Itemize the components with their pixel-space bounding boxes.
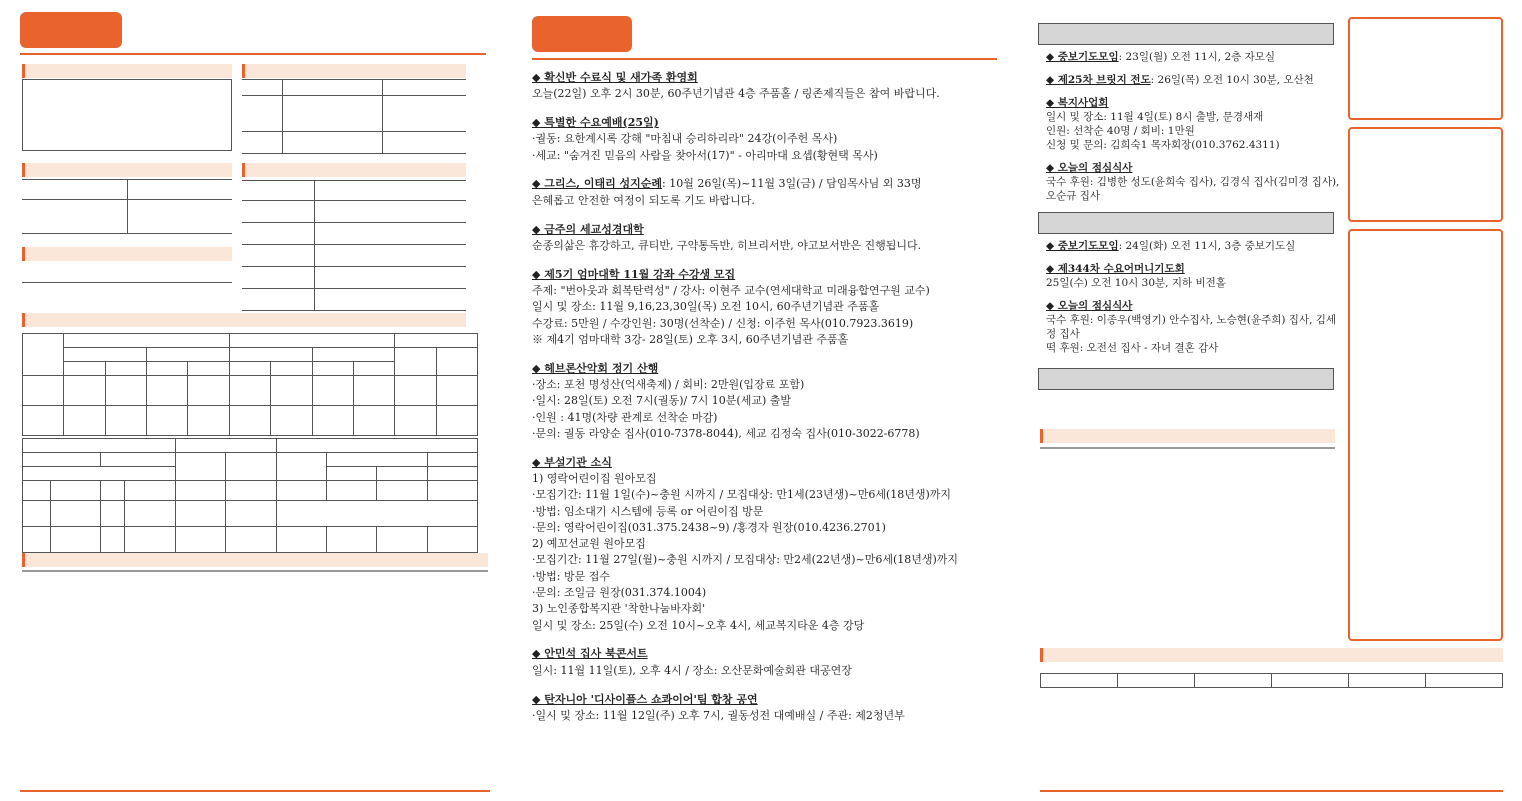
worship-label	[22, 313, 466, 327]
news-title	[1046, 239, 1346, 253]
news-title-text: ◆ 확신반 수료식 및 새가족 환영회	[532, 71, 698, 84]
news-title-rest: : 10월 26일(목)~11월 3일(금) / 담임목사님 외 33명	[662, 177, 922, 191]
footer-divider	[1040, 790, 1503, 792]
news-line: 25일(수) 오전 10시 30분, 지하 비전홀	[1046, 277, 1226, 289]
page03-badge	[532, 16, 632, 52]
news-item	[532, 222, 997, 255]
divider	[532, 58, 997, 60]
news-title-text: ◆ 금주의 세교성경대학	[532, 222, 644, 236]
news-title	[532, 176, 997, 192]
news-title-text: ◆ 제25차 브릿지 전도	[1046, 74, 1151, 86]
gwoldong-news-header	[1038, 23, 1334, 45]
news-line: ·방법: 임소대기 시스템에 등록 or 어린이집 방문	[532, 504, 764, 518]
news-title	[532, 361, 997, 377]
news-line: 국수 후원: 김병한 성도(윤희숙 집사), 김경식 집사(김미경 집사),	[1046, 176, 1340, 188]
news-title	[532, 70, 997, 86]
wed-table	[242, 79, 466, 154]
divider	[20, 53, 486, 55]
news-line: 떡 후원: 오전선 집사 - 자녀 결혼 감사	[1046, 342, 1219, 354]
service-label	[1040, 429, 1335, 443]
news-line: 정 집사	[1046, 328, 1080, 340]
news-item	[532, 70, 997, 103]
news-title-text: ◆ 중보기도모임	[1046, 240, 1119, 252]
news-item	[1046, 50, 1346, 64]
news-line: ·문의: 궐동 라양순 집사(010-7378-8044), 세교 김정숙 집사(010-3022-6778)	[532, 426, 920, 440]
news-title	[532, 115, 997, 131]
news-title-text: ◆ 복지사업회	[1046, 97, 1109, 109]
news-title-text: ◆ 헤브론산악회 정기 산행	[532, 361, 659, 375]
wed-label	[242, 64, 466, 78]
news-item	[1046, 299, 1346, 355]
news-line: 은혜롭고 안전한 여정이 되도록 기도 바랍니다.	[532, 193, 755, 207]
news-line: 수강료: 5만원 / 수강인원: 30명(선착순) / 신청: 이주헌 목사(010.7923.3619)	[532, 316, 914, 330]
news-title-text: ◆ 탄자니아 '디사이플스 쇼콰이어'팀 합창 공연	[532, 692, 758, 706]
offering-table	[22, 438, 478, 553]
segyo-news-header	[1038, 212, 1334, 234]
counsel-box	[1348, 127, 1503, 222]
news-line: 일시: 11월 11일(토), 오후 4시 / 장소: 오산문화예술회관 대공연장	[532, 663, 852, 677]
news-title	[532, 646, 997, 662]
news-title-text: ◆ 중보기도모임	[1046, 51, 1119, 63]
news-title	[1046, 73, 1346, 87]
news-line: ·세교: "숨겨진 믿음의 사람을 찾아서(17)" - 아리마대 요셉(황현택 목사)	[532, 148, 878, 162]
news-line: 일시 및 장소: 11월 9,16,23,30일(목) 오전 10시, 60주년기념관 주품홀	[532, 300, 880, 314]
news-line: ·인원 : 41명(차량 관계로 선착순 마감)	[532, 410, 718, 424]
prayer-label	[22, 247, 232, 261]
news-item	[1046, 73, 1346, 87]
news-line: 3) 노인종합복지관 '착한나눔바자회'	[532, 602, 706, 616]
dawn-table	[242, 180, 466, 311]
news-item	[532, 361, 997, 442]
news-title-text: ◆ 오늘의 점심식사	[1046, 162, 1133, 174]
news-line: ·궐동: 요한계시록 강해 "마침내 승리하리라" 24강(이주헌 목사)	[532, 132, 838, 146]
news-item	[1046, 239, 1346, 253]
news-title	[1046, 262, 1346, 276]
mission-table	[22, 570, 488, 572]
news-title	[1046, 161, 1346, 175]
gwoldong-news	[1046, 50, 1346, 212]
news-line: 일시 및 장소: 25일(수) 오전 10시~오후 4시, 세교복지타운 4층 강당	[532, 618, 865, 632]
sunday-box	[22, 79, 232, 151]
news-title-text: ◆ 제5기 엄마대학 11월 강좌 수강생 모집	[532, 267, 736, 281]
news-column	[532, 70, 997, 737]
news-title-text: ◆ 특별한 수요예배(25일)	[532, 116, 659, 130]
segyo-news	[1046, 239, 1346, 364]
news-item	[532, 455, 997, 634]
dawn-label	[242, 163, 466, 177]
news-title-text: ◆ 부설기관 소식	[532, 455, 612, 469]
news-title	[1046, 96, 1346, 110]
news-title	[532, 455, 997, 471]
staff-box	[1348, 229, 1503, 641]
news-item	[532, 115, 997, 164]
news-line: 오순규 집사	[1046, 190, 1101, 202]
news-line: 오늘(22일) 오후 2시 30분, 60주년기념관 4층 주품홀 / 링존제직들은 참여 바랍니다.	[532, 87, 940, 101]
news-item	[532, 267, 997, 348]
news-title-text: ◆ 제344차 수요어머니기도회	[1046, 263, 1185, 275]
news-line: 2) 예꼬선교원 원아모집	[532, 537, 646, 551]
news-line: 주제: "번아웃과 회복탄력성" / 강사: 이현주 교수(연세대학교 미래융합연구원 교수)	[532, 283, 930, 297]
footer-divider	[20, 790, 490, 792]
prayer-table	[22, 262, 232, 306]
news-title	[532, 222, 997, 238]
news-line: 1) 영락어린이집 원아모집	[532, 471, 657, 485]
news-line: ·모집기간: 11월 1일(수)~충원 시까지 / 모집대상: 만1세(23년생)~만6세(18년생)까지	[532, 488, 952, 502]
news-title-rest: : 26일(목) 오전 10시 30분, 오산천	[1150, 74, 1314, 86]
news-line: 일시 및 장소: 11월 4일(토) 8시 출발, 문경새재	[1046, 111, 1264, 123]
news-title	[1046, 50, 1346, 64]
news-title	[532, 692, 997, 708]
news-line: ·모집기간: 11월 27일(월)~충원 시까지 / 모집대상: 만2세(22년생)~만6세(18년생)까지	[532, 553, 959, 567]
news-line: ·문의: 영락어린이집(031.375.2438~9) /홍경자 원장(010.4236.2701)	[532, 520, 886, 534]
news-line: 인원: 선착순 40명 / 회비: 1만원	[1046, 125, 1195, 137]
news-line: ·일시 및 장소: 11월 12일(주) 오후 7시, 궐동성전 대예배실 / 주관: 제2청년부	[532, 708, 905, 722]
news-line: 순종의삶은 휴강하고, 큐티반, 구약통독반, 히브리서반, 야고보서반은 진행됩니다.	[532, 238, 922, 252]
news-item	[1046, 262, 1346, 290]
news-line: 국수 후원: 이종우(백영기) 안수집사, 노승현(윤주희) 집사, 김세	[1046, 314, 1337, 326]
news-line: ·방법: 방문 접수	[532, 569, 610, 583]
news-item	[532, 176, 997, 209]
news-item	[532, 646, 997, 679]
service-table	[1040, 447, 1335, 449]
news-title-rest: : 24일(화) 오전 11시, 3층 중보기도실	[1118, 240, 1296, 252]
page02-badge	[20, 12, 122, 48]
online-offering-box	[1348, 17, 1503, 120]
news-line: 신청 및 문의: 김희숙1 목자회장(010.3762.4311)	[1046, 139, 1280, 151]
news-item	[1046, 96, 1346, 152]
mission-label	[22, 553, 488, 567]
news-title-text: ◆ 안민석 집사 북콘서트	[532, 647, 648, 661]
news-line: ·장소: 포천 명성산(억새축제) / 회비: 2만원(입장료 포함)	[532, 377, 805, 391]
news-item	[532, 692, 997, 725]
news-title-text: ◆ 오늘의 점심식사	[1046, 300, 1133, 312]
sunday-label	[22, 64, 232, 78]
notice-header	[1038, 368, 1334, 390]
news-line: ※ 제4기 엄마대학 3강- 28일(토) 오후 3시, 60주년기념관 주품홀	[532, 332, 849, 346]
news-title	[1046, 299, 1346, 313]
worship-table	[22, 333, 478, 436]
friday-label	[22, 163, 232, 177]
newcomers-label	[1040, 648, 1503, 662]
newcomers-table	[1040, 673, 1503, 688]
news-title-text: ◆ 그리스, 이태리 성지순례	[532, 177, 663, 191]
friday-table	[22, 179, 232, 234]
news-line: ·문의: 조일금 원장(031.374.1004)	[532, 586, 707, 600]
news-line: ·일시: 28일(토) 오전 7시(궐동)/ 7시 10분(세교) 출발	[532, 394, 792, 408]
news-title	[532, 267, 997, 283]
news-title-rest: : 23일(월) 오전 11시, 2층 자모실	[1118, 51, 1276, 63]
news-item	[1046, 161, 1346, 203]
